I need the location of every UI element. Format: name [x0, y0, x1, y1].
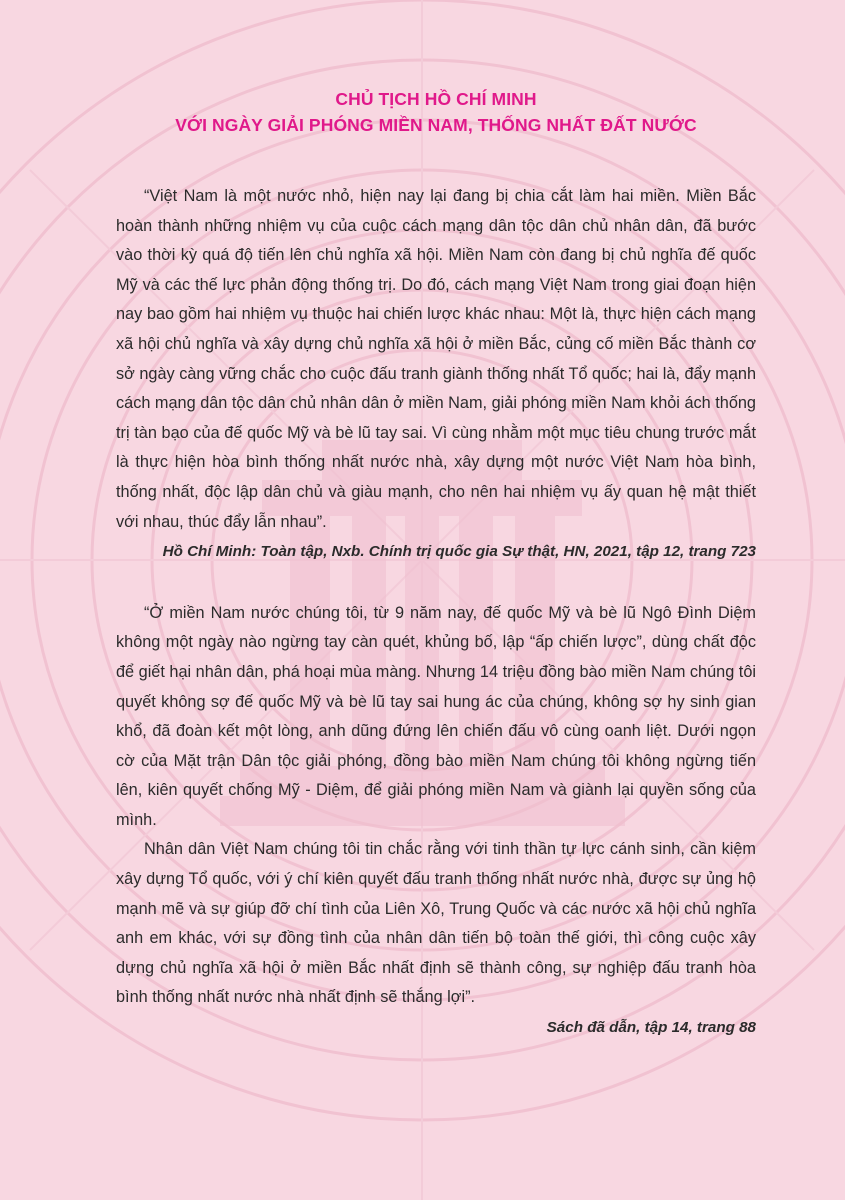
quote-1-text: “Việt Nam là một nước nhỏ, hiện nay lại đang bị chia cắt làm hai miền. Miền Bắc hoàn thành những nhiệm vụ của cuộc cách mạng dân tộc dân chủ nhân dân, đã bước vào thời kỳ quá độ tiến lên chủ nghĩa xã hội. Miền Nam còn đang bị chủ nghĩa đế quốc Mỹ và các thế lực phản động thống trị. Do đó, cách mạng Việt Nam trong giai đoạn hiện nay bao gồm hai nhiệm vụ thuộc hai chiến lược khác nhau: Một là, thực hiện cách mạng xã hội chủ nghĩa và xây dựng chủ nghĩa xã hội ở miền Bắc, củng cố miền Bắc thành cơ sở ngày càng vững chắc cho cuộc đấu tranh giành thống nhất Tổ quốc; hai là, đẩy mạnh cách mạng dân tộc dân chủ nhân dân ở miền Nam, giải phóng miền Nam khỏi ách thống trị tàn bạo của đế quốc Mỹ và bè lũ tay sai. Vì cùng nhằm một mục tiêu chung trước mắt là thực hiện hòa bình thống nhất nước nhà, xây dựng một nước Việt Nam hòa bình, thống nhất, độc lập dân chủ và giàu mạnh, cho nên hai nhiệm vụ ấy quan hệ mật thiết với nhau, thúc đẩy lẫn nhau”. — [116, 187, 756, 531]
quote-block-2 — [116, 599, 756, 1043]
page-title — [116, 0, 756, 138]
quote-2-paragraph-1: “Ở miền Nam nước chúng tôi, từ 9 năm nay, đế quốc Mỹ và bè lũ Ngô Đình Diệm không một ngày nào ngừng tay càn quét, khủng bố, lập “ấp chiến lược”, dùng chất độc để giết hại nhân dân, phá hoại mùa màng. Nhưng 14 triệu đồng bào miền Nam chúng tôi quyết không sợ đế quốc Mỹ và bè lũ tay sai hung ác của chúng, không sợ hy sinh gian khổ, đã đoàn kết một lòng, anh dũng đứng lên chiến đấu vô cùng oanh liệt. Dưới ngọn cờ của Mặt trận Dân tộc giải phóng, đồng bào miền Nam chúng tôi không ngừng tiến lên, kiên quyết chống Mỹ - Diệm, để giải phóng miền Nam và giành lại quyền sống của mình. — [116, 603, 756, 829]
quote-2-citation: Sách đã dẫn, tập 14, trang 88 — [546, 1019, 756, 1037]
quote-block-1 — [116, 182, 756, 567]
quote-1-citation: Hồ Chí Minh: Toàn tập, Nxb. Chính trị quốc gia Sự thật, HN, 2021, tập 12, trang 723 — [162, 543, 756, 561]
title-line-1: CHỦ TỊCH HỒ CHÍ MINH — [335, 89, 537, 109]
quote-2-paragraph-2: Nhân dân Việt Nam chúng tôi tin chắc rằng với tinh thần tự lực cánh sinh, cần kiệm xây dựng Tổ quốc, với ý chí kiên quyết đấu tranh thống nhất nước nhà, được sự ủng hộ mạnh mẽ và sự giúp đỡ chí tình của Liên Xô, Trung Quốc và các nước xã hội chủ nghĩa anh em khác, với sự đồng tình của nhân dân tiến bộ toàn thế giới, thì công cuộc xây dựng chủ nghĩa xã hội ở miền Bắc nhất định sẽ thành công, sự nghiệp đấu tranh hòa bình thống nhất nước nhà nhất định sẽ thắng lợi”. — [116, 840, 756, 1007]
title-line-2: VỚI NGÀY GIẢI PHÓNG MIỀN NAM, THỐNG NHẤT ĐẤT NƯỚC — [175, 115, 697, 135]
